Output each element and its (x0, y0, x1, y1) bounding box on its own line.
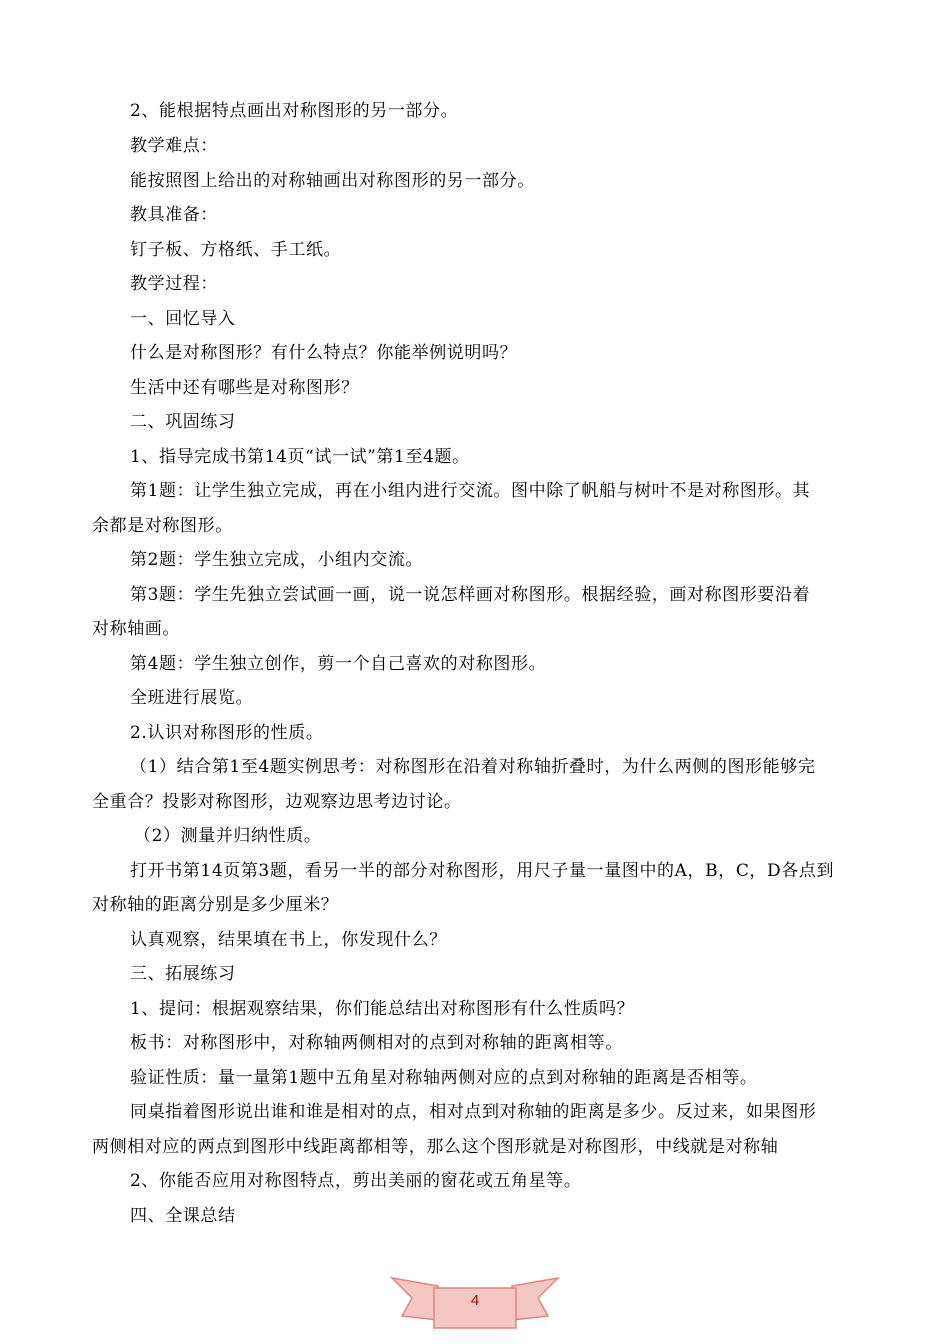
text-line: 打开书第14页第3题，看另一半的部分对称图形，用尺子量一量图中的A，B，C，D各点到 (130, 861, 835, 881)
page-number: 4 (470, 1292, 480, 1309)
text-line: 全重合？投影对称图形，边观察边思考边讨论。 (92, 792, 462, 812)
text-line: 教学难点： (130, 136, 218, 156)
text-line: （2）测量并归纳性质。 (134, 826, 322, 846)
text-line: 教具准备： (130, 205, 218, 225)
text-line: 1、提问：根据观察结果，你们能总结出对称图形有什么性质吗？ (130, 999, 635, 1019)
text-line: 板书：对称图形中，对称轴两侧相对的点到对称轴的距离相等。 (130, 1033, 623, 1053)
text-line: 第2题：学生独立完成，小组内交流。 (130, 550, 424, 570)
text-line: 第3题：学生先独立尝试画一画，说一说怎样画对称图形。根据经验，画对称图形要沿着 (130, 585, 811, 605)
text-line: 生活中还有哪些是对称图形？ (130, 378, 359, 398)
text-line: 能按照图上给出的对称轴画出对称图形的另一部分。 (130, 171, 535, 191)
text-line: 钉子板、方格纸、手工纸。 (130, 240, 342, 260)
text-line: 对称轴的距离分别是多少厘米？ (92, 895, 339, 915)
text-line: 余都是对称图形。 (92, 516, 233, 536)
text-line: 全班进行展览。 (130, 688, 254, 708)
text-line: 认真观察，结果填在书上，你发现什么？ (130, 930, 447, 950)
text-line: 2、能根据特点画出对称图形的另一部分。 (130, 101, 459, 121)
text-line: 2.认识对称图形的性质。 (130, 723, 324, 743)
text-line: 验证性质：量一量第1题中五角星对称轴两侧对应的点到对称轴的距离是否相等。 (130, 1068, 758, 1088)
section-heading: 一、回忆导入 (130, 309, 236, 329)
text-line: 同桌指着图形说出谁和谁是相对的点，相对点到对称轴的距离是多少。反过来，如果图形 (130, 1102, 817, 1122)
text-line: 教学过程： (130, 274, 218, 294)
section-heading: 二、巩固练习 (130, 412, 236, 432)
section-heading: 四、全课总结 (130, 1206, 236, 1226)
text-line: 什么是对称图形？有什么特点？你能举例说明吗？ (130, 343, 518, 363)
text-line: 对称轴画。 (92, 619, 180, 639)
page-number-badge (390, 1272, 560, 1332)
text-line: 第4题：学生独立创作，剪一个自己喜欢的对称图形。 (130, 654, 547, 674)
section-heading: 三、拓展练习 (130, 964, 236, 984)
text-line: 第1题：让学生独立完成，再在小组内进行交流。图中除了帆船与树叶不是对称图形。其 (130, 481, 811, 501)
text-line: 1、指导完成书第14页“试一试”第1至4题。 (130, 447, 470, 467)
text-line: 2、你能否应用对称图特点，剪出美丽的窗花或五角星等。 (130, 1171, 582, 1191)
text-line: 两侧相对应的两点到图形中线距离都相等，那么这个图形就是对称图形，中线就是对称轴 (92, 1137, 779, 1157)
text-line: （1）结合第1至4题实例思考：对称图形在沿着对称轴折叠时，为什么两侧的图形能够完 (130, 757, 816, 777)
